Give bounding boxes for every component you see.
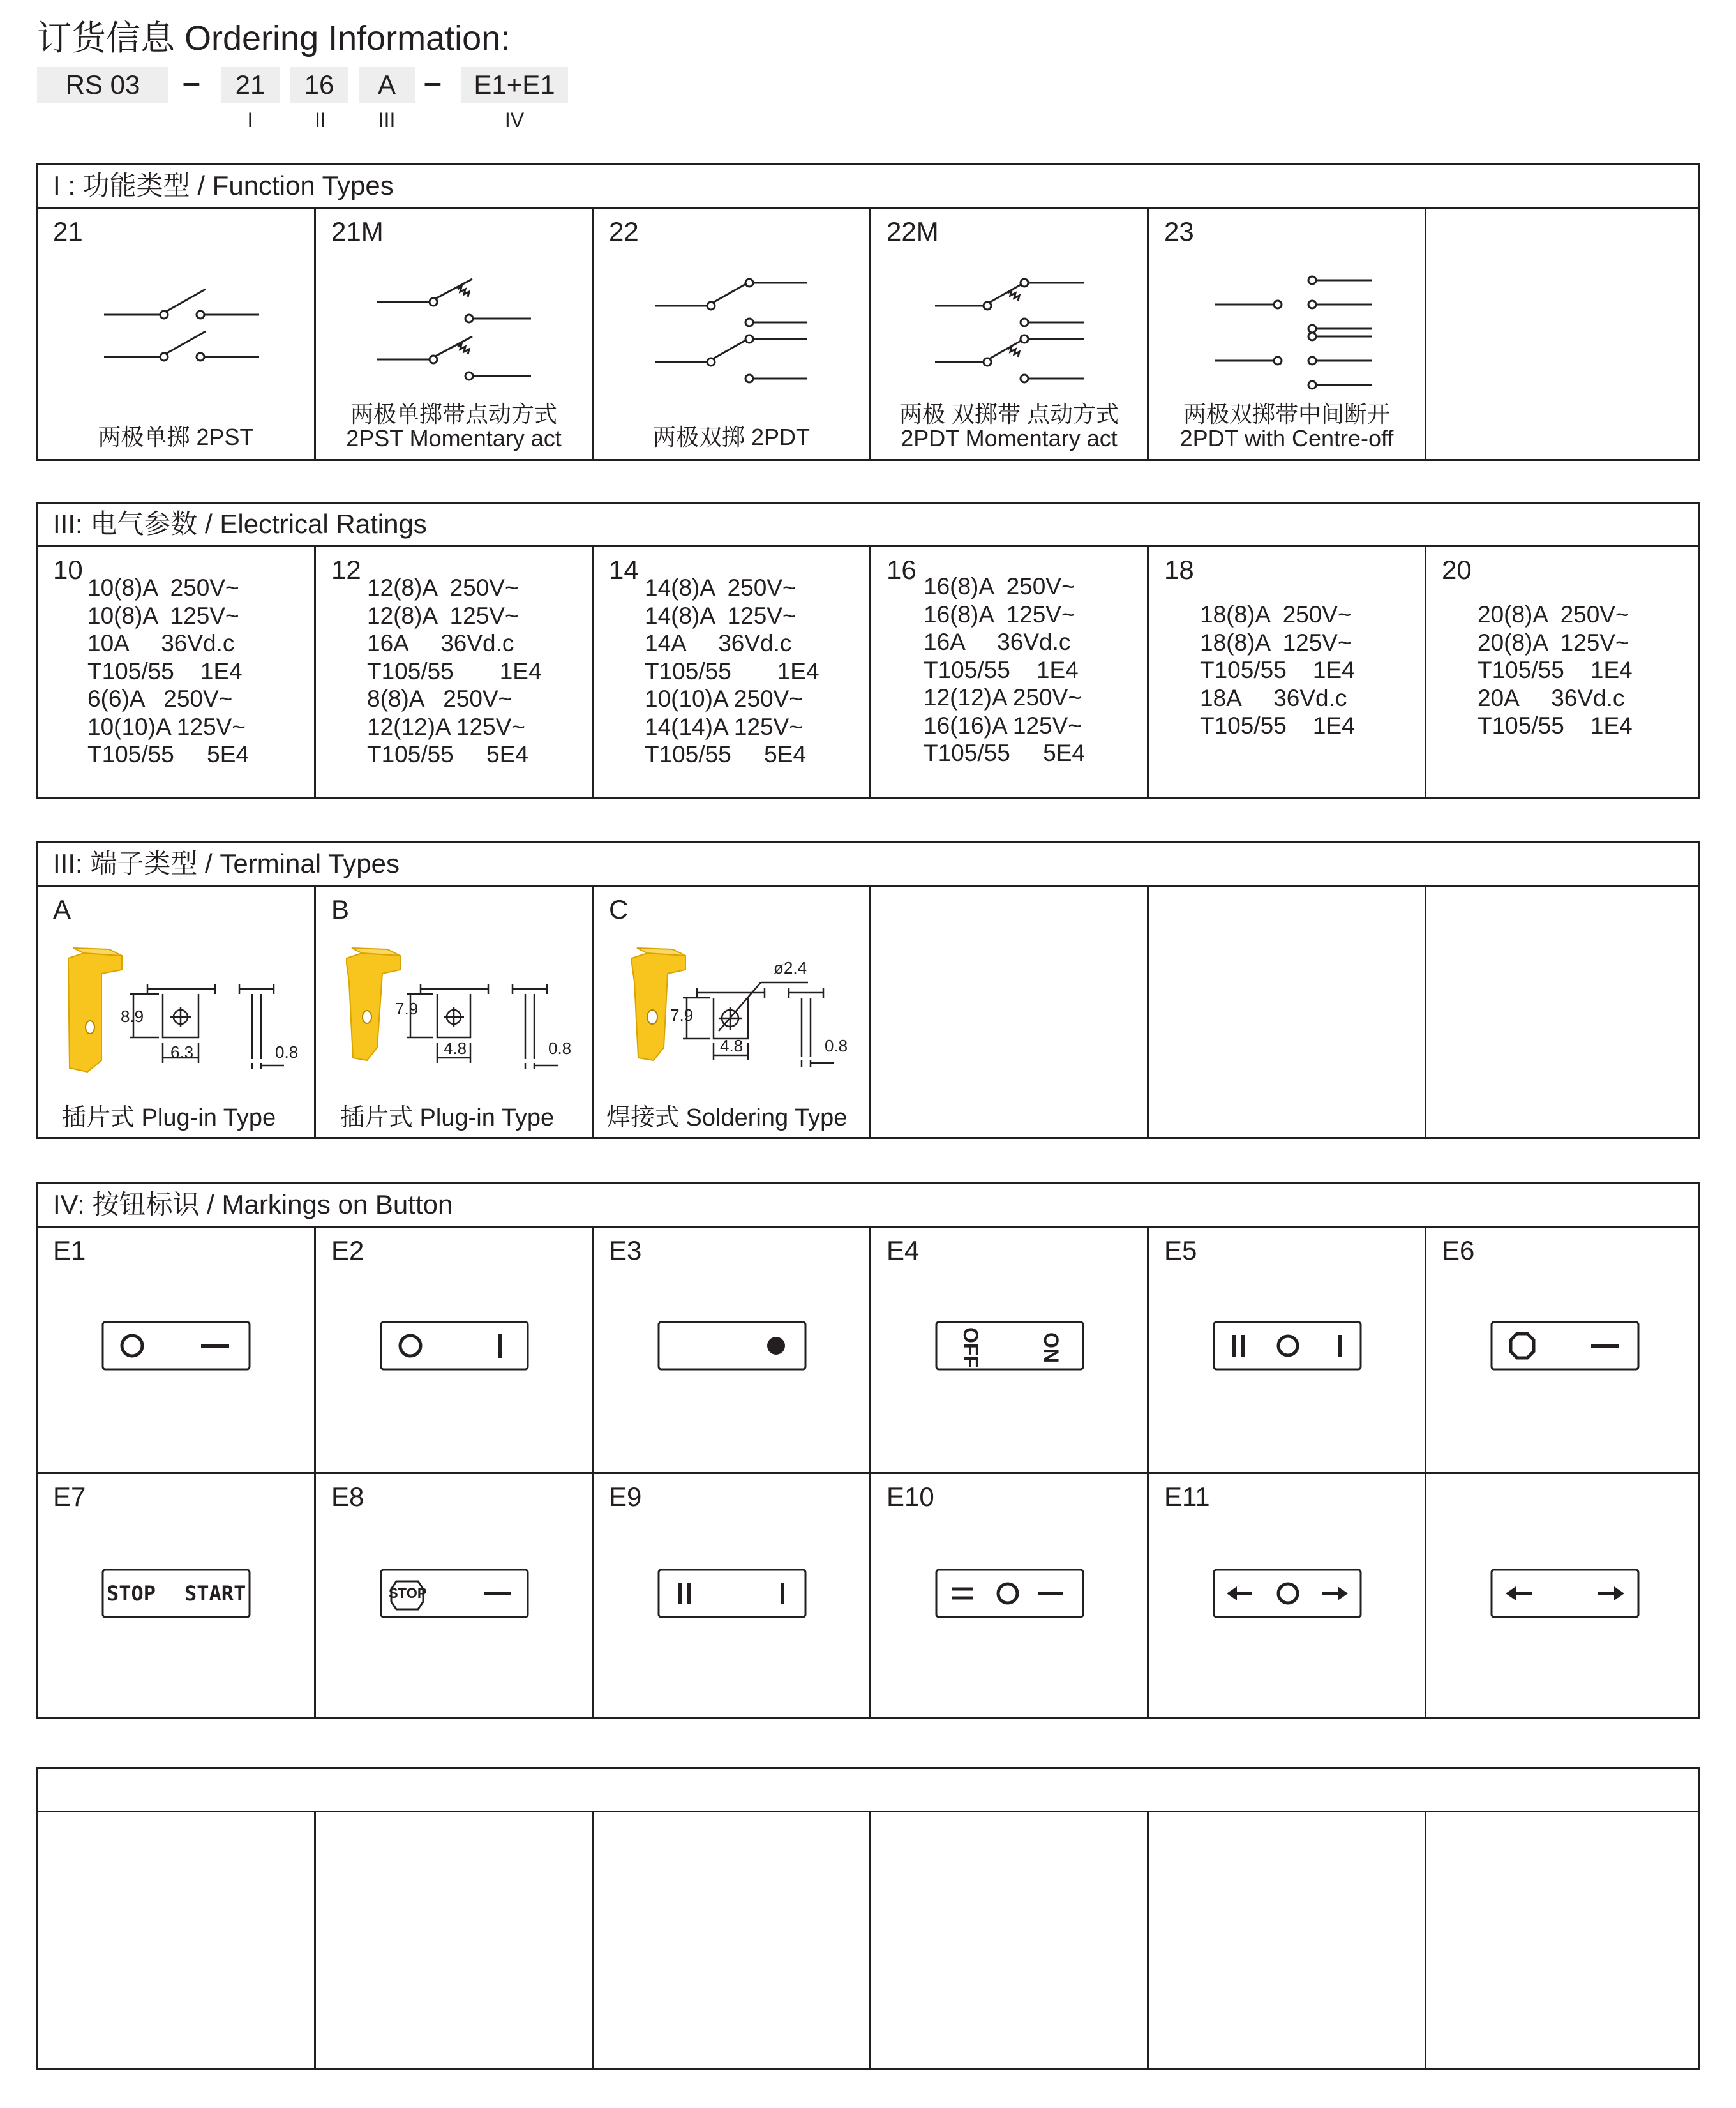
marking-cell	[594, 1228, 869, 1472]
marking-cell	[38, 1474, 314, 1719]
function-types-section	[36, 163, 1700, 461]
function-type-code: 22M	[887, 216, 939, 246]
function-type-code: 22	[609, 216, 639, 246]
rating-cell	[1149, 547, 1425, 799]
rating-values: 10(8)A 250V~ 10(8)A 125V~ 10A 36Vd.c T105/55 1E4 6(6)A 250V~ 10(10)A 125V~ T105/55 5E4	[87, 575, 250, 767]
rating-code: 20	[1442, 555, 1472, 585]
rating-cell	[316, 547, 592, 799]
terminal-dim-thickness: 0.8	[825, 1036, 848, 1055]
terminal-type-code: C	[609, 894, 629, 924]
marking-cell	[1426, 1474, 1698, 1719]
rating-code: 18	[1164, 555, 1194, 585]
terminal-dim-height: 8.9	[121, 1007, 144, 1026]
code-part-terminal: A	[359, 67, 415, 103]
terminal-type-caption: 焊接式 Soldering Type	[606, 1104, 848, 1131]
button-marking-e6	[1426, 1228, 1698, 1472]
function-type-code: 21	[53, 216, 83, 246]
button-marking-e8	[316, 1474, 592, 1719]
roman-label-1: I	[247, 109, 253, 132]
terminal-type-cell	[38, 887, 314, 1139]
terminal-type-caption: 插片式 Plug-in Type	[62, 1104, 276, 1131]
terminal-type-code: A	[53, 894, 71, 924]
button-marking-e3	[594, 1228, 869, 1472]
marking-cell	[594, 1474, 869, 1719]
terminal-drawing-plug-in	[38, 887, 314, 1139]
marking-cell	[1149, 1474, 1425, 1719]
function-type-cell	[1149, 209, 1425, 461]
rating-code: 12	[331, 555, 361, 585]
marking-code: E5	[1164, 1235, 1197, 1265]
button-marking-e7	[38, 1474, 314, 1719]
button-marking-e4	[871, 1228, 1147, 1472]
marking-cell	[38, 1228, 314, 1472]
rating-values: 16(8)A 250V~ 16(8)A 125V~ 16A 36Vd.c T105/55 1E4 12(12)A 250V~ 16(16)A 125V~ T105/55 5E4	[924, 573, 1086, 766]
button-marking-arrows	[1426, 1474, 1698, 1719]
function-type-cell	[38, 209, 314, 461]
code-separator: –	[424, 64, 442, 100]
electrical-ratings-section	[36, 502, 1700, 799]
rating-cell	[594, 547, 869, 799]
function-type-caption-cn: 两极 双掷带 点动方式	[899, 401, 1119, 427]
terminal-drawing-plug-in	[316, 887, 592, 1139]
marking-code: E2	[331, 1235, 364, 1265]
blank-table-section	[36, 1767, 1700, 2070]
marking-code: E11	[1164, 1482, 1210, 1512]
marking-code: E4	[887, 1235, 920, 1265]
code-part-rating: 16	[290, 67, 348, 103]
button-marking-e10	[871, 1474, 1147, 1719]
button-marking-e9	[594, 1474, 869, 1719]
blank-table-heading	[38, 1769, 1698, 1812]
electrical-ratings-heading: III: 电气参数 / Electrical Ratings	[38, 504, 1698, 547]
terminal-type-caption: 插片式 Plug-in Type	[340, 1104, 555, 1131]
terminal-types-section	[36, 841, 1700, 1139]
function-type-code: 21M	[331, 216, 384, 246]
marking-stop-badge: STOP	[389, 1585, 427, 1601]
function-type-caption-en: 2PDT Momentary act	[901, 425, 1118, 451]
terminal-dim-width: 4.8	[720, 1036, 744, 1055]
rating-values: 14(8)A 250V~ 14(8)A 125V~ 14A 36Vd.c T105/55 1E4 10(10)A 250V~ 14(14)A 125V~ T105/55 5E4	[645, 575, 819, 767]
rating-values: 18(8)A 250V~ 18(8)A 125V~ T105/55 1E4 18A 36Vd.c T105/55 1E4	[1200, 601, 1355, 739]
marking-code: E8	[331, 1482, 364, 1512]
rating-values: 12(8)A 250V~ 12(8)A 125V~ 16A 36Vd.c T105/55 1E4 8(8)A 250V~ 12(12)A 125V~ T105/55 5E4	[367, 575, 542, 767]
terminal-dim-width: 6.3	[170, 1043, 194, 1062]
marking-off-text: OFF	[959, 1327, 982, 1368]
code-separator: –	[183, 64, 200, 100]
terminal-dim-thickness: 0.8	[275, 1043, 299, 1062]
rating-values: 20(8)A 250V~ 20(8)A 125V~ T105/55 1E4 20A 36Vd.c T105/55 1E4	[1478, 601, 1633, 739]
button-marking-e2	[316, 1228, 592, 1472]
marking-cell	[316, 1228, 592, 1472]
markings-heading: IV: 按钮标识 / Markings on Button	[38, 1184, 1698, 1228]
function-type-caption-en: 2PDT with Centre-off	[1179, 425, 1394, 451]
button-marking-e11	[1149, 1474, 1425, 1719]
switch-diagram-2pst	[38, 209, 314, 461]
rating-code: 10	[53, 555, 83, 585]
function-type-cell	[594, 209, 869, 461]
marking-cell	[1149, 1228, 1425, 1472]
function-type-cell	[871, 209, 1147, 461]
marking-code: E1	[53, 1235, 86, 1265]
button-marking-e1	[38, 1228, 314, 1472]
marking-code: E9	[609, 1482, 642, 1512]
function-types-heading: I : 功能类型 / Function Types	[38, 165, 1698, 209]
function-type-caption-cn: 两极双掷带中间断开	[1183, 401, 1390, 427]
page-title: 订货信息 Ordering Information:	[37, 19, 511, 57]
code-part-series: RS 03	[37, 67, 168, 103]
function-type-caption: 两极单掷 2PST	[98, 424, 254, 450]
terminal-type-cell	[594, 887, 869, 1139]
terminal-dim-thickness: 0.8	[548, 1039, 572, 1058]
rating-cell	[1426, 547, 1698, 799]
marking-cell	[1426, 1228, 1698, 1472]
marking-cell	[316, 1474, 592, 1719]
terminal-dim-height: 7.9	[670, 1005, 694, 1025]
marking-start-text: START	[184, 1581, 246, 1606]
marking-code: E10	[887, 1482, 934, 1512]
rating-code: 14	[609, 555, 639, 585]
function-type-caption-en: 2PST Momentary act	[346, 425, 562, 451]
rating-cell	[38, 547, 314, 799]
terminal-dim-width: 4.8	[444, 1039, 467, 1058]
function-type-caption-cn: 两极单掷带点动方式	[350, 401, 557, 427]
terminal-type-code: B	[331, 894, 350, 924]
terminal-drawing-soldering	[594, 887, 869, 1139]
marking-code: E6	[1442, 1235, 1475, 1265]
marking-cell	[871, 1474, 1147, 1719]
switch-diagram-2pdt	[594, 209, 869, 461]
roman-label-4: IV	[504, 109, 525, 132]
code-part-marking: E1+E1	[461, 67, 568, 103]
function-type-cell	[316, 209, 592, 461]
rating-code: 16	[887, 555, 917, 585]
terminal-types-heading: III: 端子类型 / Terminal Types	[38, 843, 1698, 887]
function-type-code: 23	[1164, 216, 1194, 246]
button-marking-e5	[1149, 1228, 1425, 1472]
terminal-dim-height: 7.9	[395, 999, 419, 1018]
markings-section	[36, 1182, 1700, 1719]
function-type-caption: 两极双掷 2PDT	[652, 424, 811, 450]
marking-code: E7	[53, 1482, 86, 1512]
terminal-type-cell	[316, 887, 592, 1139]
marking-cell	[871, 1228, 1147, 1472]
code-part-function: 21	[221, 67, 280, 103]
terminal-dim-diameter: ø2.4	[774, 958, 807, 977]
marking-on-text: ON	[1040, 1332, 1063, 1363]
roman-label-3: III	[378, 109, 396, 132]
rating-cell	[871, 547, 1147, 799]
marking-stop-text: STOP	[107, 1581, 156, 1606]
roman-label-2: II	[315, 109, 326, 132]
marking-code: E3	[609, 1235, 642, 1265]
